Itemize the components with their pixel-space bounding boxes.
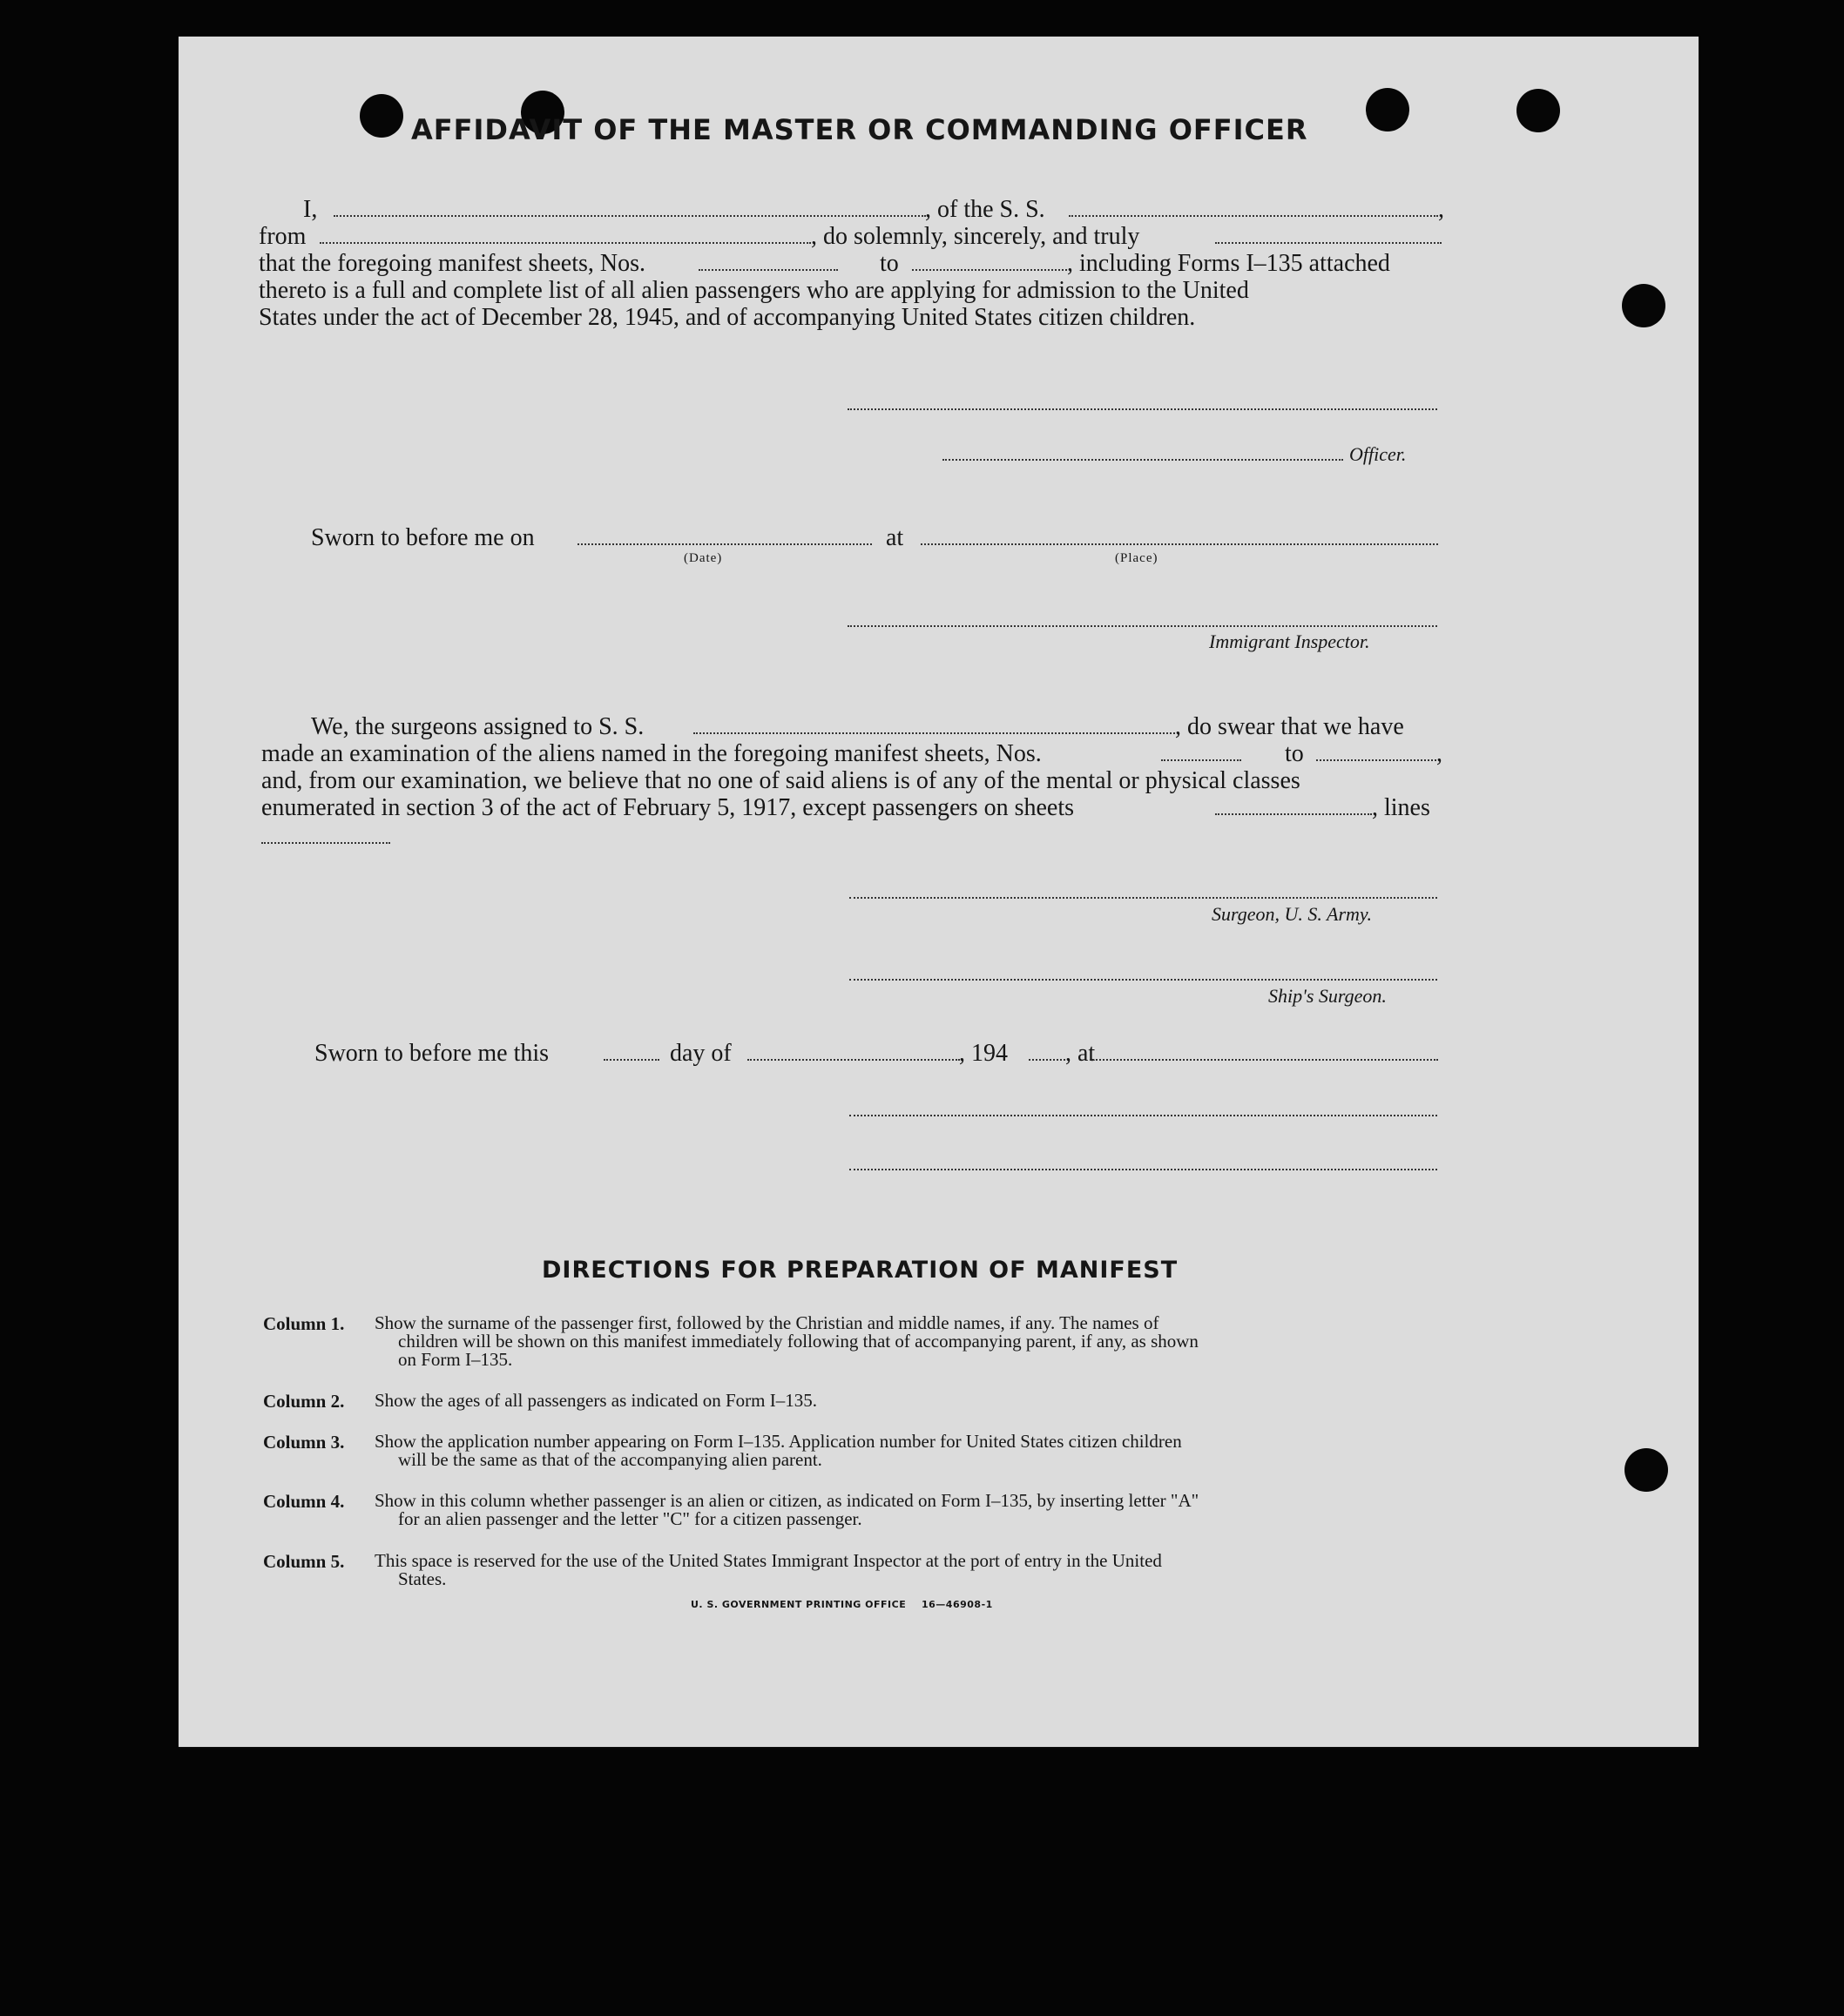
blank-sheets-to[interactable] [912, 269, 1067, 271]
signature-line-master[interactable] [848, 408, 1437, 410]
p1-line3-a: that the foregoing manifest sheets, Nos. [259, 250, 646, 277]
blank-except-sheets[interactable] [1215, 813, 1372, 815]
form-page [179, 37, 1699, 1747]
column-4-label: Column 4. [263, 1491, 345, 1512]
signature-line-ship-surgeon[interactable] [849, 979, 1437, 981]
p1-line1-a: I, [303, 196, 318, 223]
p2-line2-b: to [1285, 740, 1304, 767]
signature-line-army-surgeon[interactable] [849, 897, 1437, 899]
punch-hole [1366, 88, 1409, 131]
column-3-text: will be the same as that of the accompanying alien parent. [398, 1449, 822, 1470]
p2-line1-b: , do swear that we have [1175, 713, 1404, 740]
column-5-text: This space is reserved for the use of the United States Immigrant Inspector at the port of entry in the United [375, 1550, 1162, 1571]
p1-line2-a: from [259, 223, 307, 250]
p2-line4-b: , lines [1372, 794, 1430, 821]
column-1-text: Show the surname of the passenger first, followed by the Christian and middle names, if any. The names of [375, 1312, 1159, 1333]
date-caption: (Date) [684, 551, 723, 565]
signature-line-sworn2-a[interactable] [849, 1115, 1437, 1116]
column-1-text: on Form I–135. [398, 1349, 513, 1370]
sworn1-text: Sworn to before me on [311, 524, 535, 551]
p1-line1-c: , [1438, 196, 1444, 223]
officer-label: Officer. [1349, 443, 1407, 465]
punch-hole [1622, 284, 1665, 327]
punch-hole [360, 94, 403, 138]
blank-sworn-date[interactable] [578, 543, 872, 545]
column-4-text: Show in this column whether passenger is an alien or citizen, as indicated on Form I–135, by inserting letter "A" [375, 1490, 1199, 1511]
column-1-text: children will be shown on this manifest immediately following that of accompanying parent, if any, as shown [398, 1331, 1199, 1352]
column-3-label: Column 3. [263, 1432, 345, 1453]
blank-name[interactable] [334, 215, 926, 217]
column-1-label: Column 1. [263, 1313, 345, 1334]
blank-day[interactable] [604, 1059, 659, 1061]
blank-year[interactable] [1029, 1059, 1065, 1061]
signature-line-inspector[interactable] [848, 625, 1437, 627]
blank-sworn2-place[interactable] [1090, 1059, 1438, 1061]
sworn2-text: Sworn to before me this [314, 1040, 550, 1067]
blank-surgeon-sheets-from[interactable] [1161, 759, 1241, 761]
sworn2-year: , 194 [959, 1040, 1008, 1067]
p2-line3: and, from our examination, we believe that no one of said aliens is of any of the mental or physical classes [261, 767, 1300, 794]
p2-line2-a: made an examination of the aliens named in the foregoing manifest sheets, Nos. [261, 740, 1042, 767]
p1-line3-b: to [880, 250, 899, 277]
column-3-text: Show the application number appearing on Form I–135. Application number for United States citizen children [375, 1431, 1182, 1452]
sworn2-at: , at [1065, 1040, 1096, 1067]
p1-line4: thereto is a full and complete list of all alien passengers who are applying for admission to the United [259, 277, 1249, 304]
affidavit-title: AFFIDAVIT OF THE MASTER OR COMMANDING OFFICER [411, 113, 1308, 146]
directions-title: DIRECTIONS FOR PREPARATION OF MANIFEST [542, 1257, 1179, 1284]
p2-line2-c: , [1436, 740, 1442, 767]
ship-surgeon-label: Ship's Surgeon. [1268, 985, 1387, 1007]
blank-surgeon-ship[interactable] [693, 732, 1175, 734]
p2-line4-a: enumerated in section 3 of the act of February 5, 1917, except passengers on sheets [261, 794, 1075, 821]
column-5-label: Column 5. [263, 1551, 345, 1572]
signature-line-officer[interactable] [942, 459, 1343, 461]
form-code: 16—46908-1 [922, 1599, 993, 1610]
p1-line2-b: , do solemnly, sincerely, and truly [811, 223, 1140, 250]
column-2-label: Column 2. [263, 1391, 345, 1412]
printer-imprint: U. S. GOVERNMENT PRINTING OFFICE [691, 1599, 907, 1610]
blank-declare[interactable] [1215, 242, 1442, 244]
sworn1-at: at [886, 524, 904, 551]
sworn2-day-of: day of [670, 1040, 732, 1067]
blank-month[interactable] [747, 1059, 960, 1061]
p2-line1-a: We, the surgeons assigned to S. S. [311, 713, 645, 740]
place-caption: (Place) [1115, 551, 1158, 565]
p1-line5: States under the act of December 28, 1945, and of accompanying United States citizen children. [259, 304, 1196, 331]
p1-line3-c: , including Forms I–135 attached [1067, 250, 1390, 277]
blank-sheets-from[interactable] [699, 269, 838, 271]
column-4-text: for an alien passenger and the letter "C" for a citizen passenger. [398, 1508, 862, 1529]
blank-ship[interactable] [1069, 215, 1438, 217]
surgeon-army-label: Surgeon, U. S. Army. [1212, 903, 1372, 925]
punch-hole [1516, 89, 1560, 132]
column-2-text: Show the ages of all passengers as indicated on Form I–135. [375, 1390, 817, 1411]
column-5-text: States. [398, 1568, 447, 1589]
blank-lines[interactable] [261, 842, 390, 844]
blank-from[interactable] [320, 242, 811, 244]
p1-line1-b: , of the S. S. [925, 196, 1045, 223]
blank-surgeon-sheets-to[interactable] [1316, 759, 1436, 761]
blank-sworn-place[interactable] [921, 543, 1438, 545]
signature-line-sworn2-b[interactable] [849, 1169, 1437, 1170]
punch-hole [1624, 1448, 1668, 1492]
inspector-label: Immigrant Inspector. [1209, 630, 1370, 652]
